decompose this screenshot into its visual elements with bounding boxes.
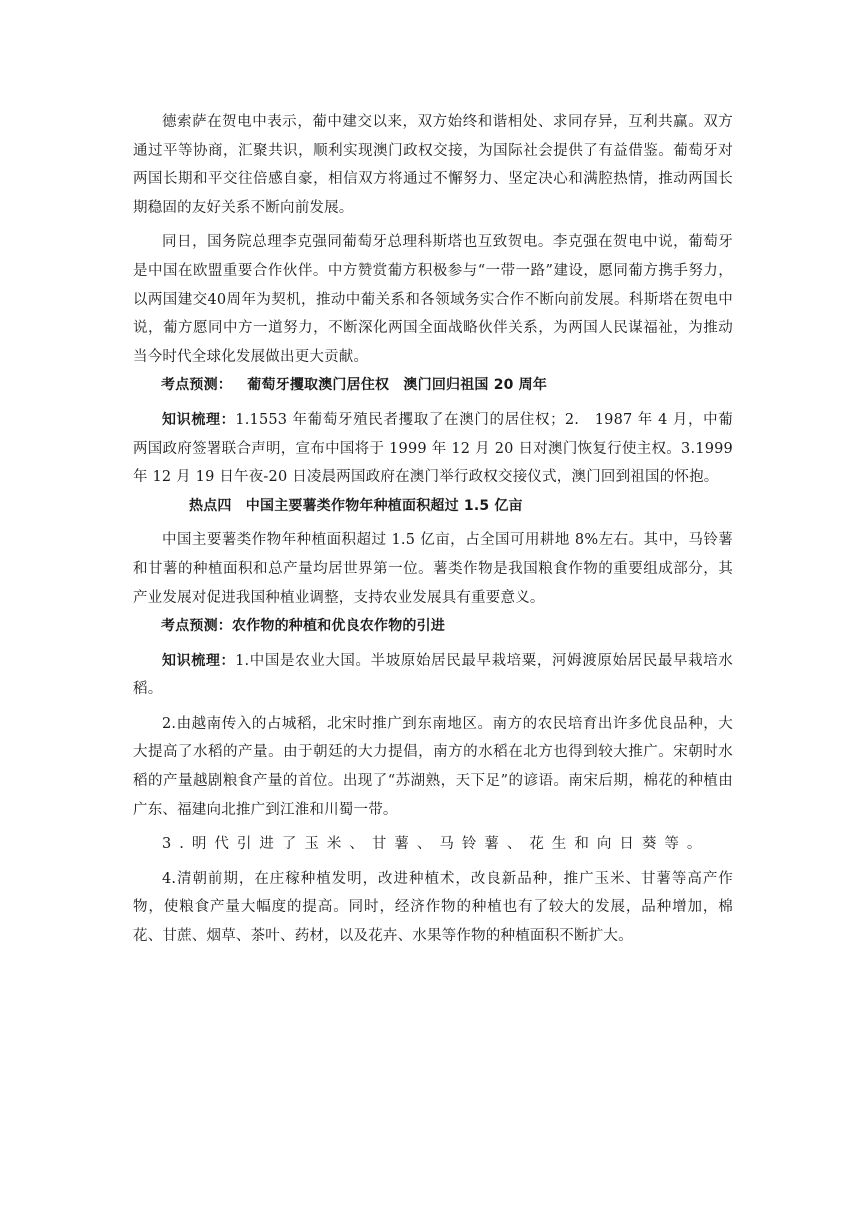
knowledge-item-4: 4.清朝前期，在庄稼种植发明，改进种植术，改良新品种，推广玉米、甘薯等高产作物，使粮食产量大幅度的提高。同时，经济作物的种植也有了较大的发展，品种增加，棉花、甘蔗、烟草、茶叶、药材，以及花卉、水果等作物的种植面积不断扩大。 [133,870,733,945]
paragraph-li-keqiang-message: 同日，国务院总理李克强同葡萄牙总理科斯塔也互致贺电。李克强在贺电中说，葡萄牙是中国在欧盟重要合作伙伴。中方赞赏葡方积极参与“一带一路”建设，愿同葡方携手努力，以两国建交40周年为契机，推动中葡关系和各领域务实合作不断向前发展。科斯塔在贺电中说，葡方愿同中方一道努力，不断深化两国全面战略伙伴关系，为两国人民谋福祉，为推动当今时代全球化发展做出更大贡献。 [133,234,733,365]
prediction-label: 考点预测： [161,377,232,394]
paragraph-desousa-message: 德索萨在贺电中表示，葡中建交以来，双方始终和谐相处、求同存异，互利共赢。双方通过平等协商，汇聚共识，顺利实现澳门政权交接，为国际社会提供了有益借鉴。葡萄牙对两国长期和平交往倍感自豪，相信双方将通过不懈努力、坚定决心和满腔热情，推动两国长期稳固的友好关系不断向前发展。 [133,114,733,216]
hotspot-four-title: 热点四 中国主要薯类作物年种植面积超过 1.5 亿亩 [189,497,523,514]
knowledge-item-1 [133,647,733,704]
knowledge-summary-macau [133,406,733,492]
knowledge-label: 知识梳理： [162,652,236,669]
prediction-label: 考点预测： [161,618,232,635]
prediction-text: 葡萄牙攫取澳门居住权 澳门回归祖国 20 周年 [247,377,548,394]
knowledge-label: 知识梳理： [162,411,236,428]
knowledge-item-2: 2.由越南传入的占城稻，北宋时推广到东南地区。南方的农民培育出许多优良品种，大大提高了水稻的产量。由于朝廷的大力提倡，南方的水稻在北方也得到较大推广。宋朝时水稻的产量越剧粮食产量的首位。出现了“苏湖熟，天下足”的谚语。南宋后期，棉花的种植由广东、福建向北推广到江淮和川蜀一带。 [133,715,733,818]
exam-prediction-crops [133,612,733,641]
knowledge-text: 1.1553 年葡萄牙殖民者攫取了在澳门的居住权；2. 1987 年 4 月，中葡两国政府签署联合声明，宣布中国将于 1999 年 12 月 20 日对澳门恢复行使主权。3.1999 年 12 月 19 日午夜-20 日凌晨两国政府在澳门举行政权交接仪式，澳门回到祖国的怀抱。 [133,411,733,486]
document-body [133,108,733,951]
prediction-text: 农作物的种植和优良农作物的引进 [232,618,445,635]
knowledge-item-3: 3.明代引进了玉米、甘薯、马铃薯、花生和向日葵等。 [162,836,710,853]
exam-prediction-macau [133,371,733,400]
hotspot-four-body: 中国主要薯类作物年种植面积超过 1.5 亿亩，占全国可用耕地 8%左右。其中，马铃薯和甘薯的种植面积和总产量均居世界第一位。薯类作物是我国粮食作物的重要组成部分，其产业发展对促进我国种植业调整，支持农业发展具有重要意义。 [133,532,733,606]
knowledge-item-1-text: 1.中国是农业大国。半坡原始居民最早栽培粟，河姆渡原始居民最早栽培水稻。 [133,652,733,698]
